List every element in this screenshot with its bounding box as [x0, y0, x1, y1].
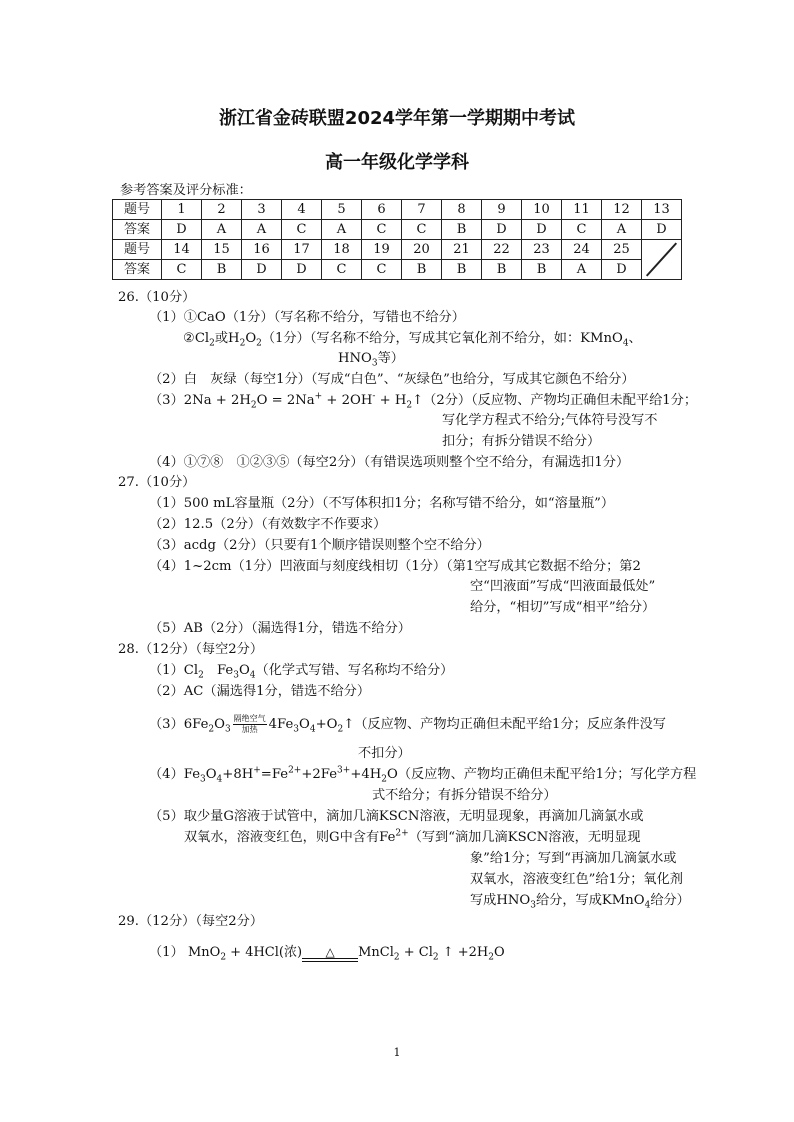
- table-cell: B: [202, 260, 242, 280]
- table-cell: 答案: [113, 260, 162, 280]
- table-cell: 23: [522, 240, 562, 260]
- table-cell: 4: [282, 200, 322, 220]
- table-row: [113, 260, 682, 280]
- q28-line1: $(1)Cl_2$ $Fe_3O_4$（化学式写错、写名称均不给分）: [149, 663, 454, 681]
- exam-title: 浙江省金砖联盟2024学年第一学期期中考试: [218, 108, 576, 129]
- table-cell: 19: [362, 240, 402, 260]
- table-cell: 6: [362, 200, 402, 220]
- table-cell: B: [442, 220, 482, 240]
- table-cell: 18: [322, 240, 362, 260]
- table-cell: 3: [242, 200, 282, 220]
- table-cell: C: [362, 260, 402, 280]
- q27-line2: （2）12.5（2分）（有效数字不作要求）: [149, 517, 387, 532]
- table-cell: 8: [442, 200, 482, 220]
- exam-subtitle: 高一年级化学学科: [325, 152, 469, 173]
- table-cell: B: [522, 260, 562, 280]
- table-cell: C: [362, 220, 402, 240]
- table-cell: 25: [602, 240, 642, 260]
- q28-line5: $(4)Fe_3O_4+8H^+=Fe^{2+}+2Fe^{3+}+4H_2O$（反应物、产物均正确但未配平给1分；写化学方程: [149, 765, 697, 785]
- q29-heading: 29.（12分）（每空2分）: [118, 914, 264, 929]
- table-cell: 22: [482, 240, 522, 260]
- table-cell: D: [602, 260, 642, 280]
- table-cell: 12: [602, 200, 642, 220]
- table-cell: B: [442, 260, 482, 280]
- q26-line3: $HNO_3$等）: [338, 351, 404, 369]
- q26-line2: $②Cl_2$或$H_2O_2(1$分）（写名称不给分，写成其它氧化剂不给分，如：KMnO$_4$、: [183, 331, 642, 349]
- table-cell: 7: [402, 200, 442, 220]
- q27-line4: （4）1~2cm（1分）凹液面与刻度线相切（1分）（第1空写成其它数据不给分；第2: [149, 559, 641, 574]
- table-cell: C: [402, 220, 442, 240]
- table-cell: D: [482, 220, 522, 240]
- table-cell: 题号: [113, 200, 162, 220]
- intro-text: 参考答案及评分标准：: [120, 183, 252, 198]
- table-cell: 答案: [113, 220, 162, 240]
- diagonal-line-icon: [642, 240, 681, 279]
- q28-line6: 式不给分；有拆分错误不给分）: [372, 788, 557, 803]
- table-cell: 11: [562, 200, 602, 220]
- table-cell: A: [242, 220, 282, 240]
- table-cell: 16: [242, 240, 282, 260]
- q26-line5: $(3)2Na + 2H_2O = 2Na^+ + 2OH^-$ + $H_2↑(2$分）（反应物、产物均正确但未配平给1分；: [149, 391, 698, 411]
- table-cell: B: [482, 260, 522, 280]
- table-cell: C: [562, 220, 602, 240]
- q28-line9: 象”给1分；写到“再滴加几滴氯水或: [470, 851, 677, 866]
- table-row: [113, 240, 682, 260]
- table-cell: D: [162, 220, 202, 240]
- table-cell: 9: [482, 200, 522, 220]
- table-cell: 5: [322, 200, 362, 220]
- q28-line2: （2）AC（漏选得1分，错选不给分）: [149, 684, 371, 699]
- table-cell: A: [562, 260, 602, 280]
- table-cell: 17: [282, 240, 322, 260]
- table-cell: 20: [402, 240, 442, 260]
- q26-line1: （1）①CaO（1分）（写名称不给分，写错也不给分）: [149, 310, 465, 325]
- table-cell: 1: [162, 200, 202, 220]
- table-cell: D: [242, 260, 282, 280]
- q26-line7: 扣分；有拆分错误不给分）: [442, 434, 601, 449]
- table-cell: 题号: [113, 240, 162, 260]
- q28-line11: 写成$HNO_3$给分，写成KMnO$_4$给分）: [470, 893, 690, 911]
- q26-heading: 26.（10分）: [118, 290, 196, 305]
- table-row: [113, 200, 682, 220]
- q28-line7: （5）取少量G溶液于试管中，滴加几滴KSCN溶液，无明显现象，再滴加几滴氯水或: [149, 809, 644, 824]
- table-cell: 15: [202, 240, 242, 260]
- reaction-condition: $\frac{\text{隔绝空气}}{\text{加热}}$: [233, 714, 266, 734]
- q26-line6: 写化学方程式不给分;气体符号没写不: [442, 413, 658, 428]
- q28-line10: 双氧水，溶液变红色”给1分；氧化剂: [470, 872, 683, 887]
- table-cell: A: [322, 220, 362, 240]
- q27-line1: （1）500 mL容量瓶（2分）（不写体积扣1分；名称写错不给分，如“溶量瓶”）: [149, 496, 615, 511]
- table-cell: 2: [202, 200, 242, 220]
- table-cell: C: [282, 220, 322, 240]
- table-cell: 14: [162, 240, 202, 260]
- q26-line8: （4）①⑦⑧ ①②③⑤（每空2分）（有错误选项则整个空不给分，有漏选扣1分）: [149, 455, 630, 470]
- q26-line4: （2）白 灰绿（每空1分）（写成“白色”、“灰绿色”也给分，写成其它颜色不给分）: [149, 372, 635, 387]
- table-cell: 24: [562, 240, 602, 260]
- q27-line3: （3）acdg（2分）（只要有1个顺序错误则整个空不给分）: [149, 538, 490, 553]
- table-row: [113, 220, 682, 240]
- table-cell: D: [642, 220, 682, 240]
- q29-line1: （1） MnO$_2$ + 4HCl(浓) △ MnCl$_2$ + $Cl_2$ ↑ $+2H_2O$: [149, 945, 505, 963]
- table-cell: A: [202, 220, 242, 240]
- q28-line8: 双氧水，溶液变红色，则G中含有$Fe^{2+}$（写到“滴加几滴KSCN溶液，无明显现: [184, 828, 641, 845]
- table-cell: D: [522, 220, 562, 240]
- heat-equals-sign: △: [302, 946, 358, 962]
- table-cell: 10: [522, 200, 562, 220]
- q28-line4: 不扣分）: [358, 746, 411, 761]
- table-cell: 21: [442, 240, 482, 260]
- chemical-equation: MnO$_2$ + 4HCl(浓) △ MnCl$_2$ + $Cl_2$ ↑ $+2H_2O$: [187, 945, 505, 963]
- table-cell: C: [162, 260, 202, 280]
- q27-line5: 空“凹液面”写成“凹液面最低处”: [470, 579, 656, 594]
- table-cell: A: [602, 220, 642, 240]
- table-cell: 13: [642, 200, 682, 220]
- table-cell: D: [282, 260, 322, 280]
- q27-heading: 27.（10分）: [118, 475, 196, 490]
- table-cell: B: [402, 260, 442, 280]
- page-number: 1: [393, 1046, 401, 1059]
- empty-slash-cell: [642, 240, 682, 280]
- q27-line7: （5）AB（2分）（漏选得1分，错选不给分）: [149, 621, 411, 636]
- q28-line3: $(3)6Fe_2O_3$ $\frac{\text{隔绝空气}}{\text{加热}}$ $4Fe_3O_4+O_2↑$（反应物、产物均正确但未配平给1分；反应条件没写: [149, 714, 666, 735]
- q28-heading: 28.（12分）（每空2分）: [118, 642, 264, 657]
- answer-table: [112, 199, 682, 280]
- q27-line6: 给分，“相切”写成“相平”给分）: [470, 600, 656, 615]
- table-cell: C: [322, 260, 362, 280]
